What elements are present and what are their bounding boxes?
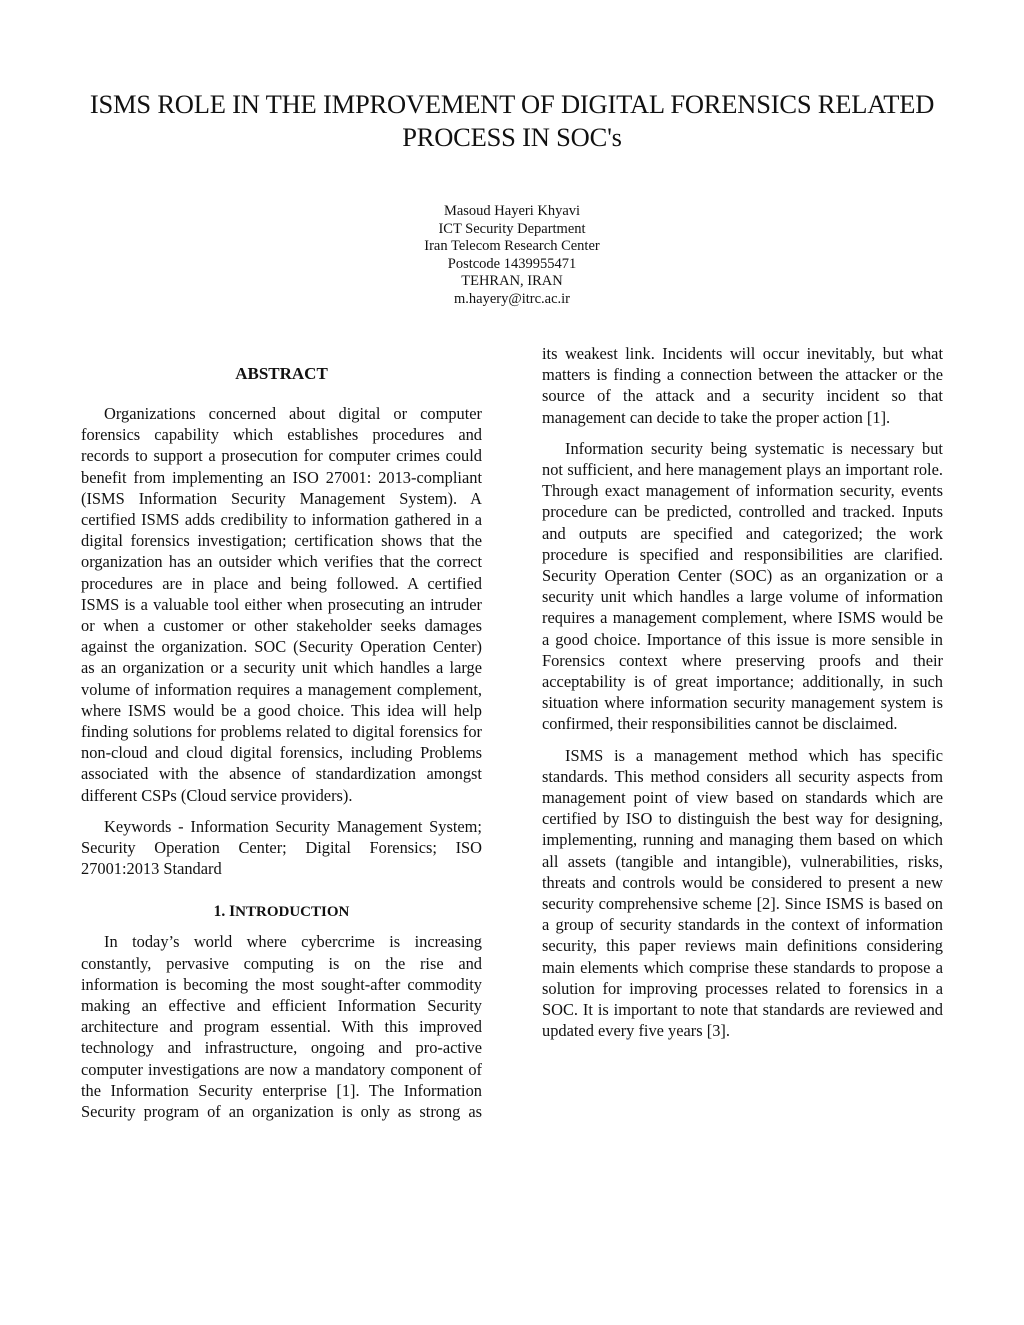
keywords: Keywords - Information Security Management System; Security Operation Center; Digital Forensics; ISO 27001:2013 Standard — [81, 816, 482, 879]
author-department: ICT Security Department — [438, 220, 586, 237]
author-block — [312, 203, 712, 308]
abstract-text: Organizations concerned about digital or computer forensics capability which establishes procedures and records to support a prosecution for computer crimes could benefit from implementing an ISO 27001: 2013-compliant (ISMS Information Security Management System). A certified ISMS adds credibility to information gathered in a digital forensics investigation; certification shows that the organization has an outsider which verifies that the correct procedures are in place and being followed. A certified ISMS is a valuable tool either when prosecuting an intruder or when a customer or other stakeholder seeks damages against the organization. SOC (Security Operation Center) as an organization or a security unit which handles a large volume of information requires a management complement, where ISMS would be a good choice. This idea will help finding solutions for problems related to digital forensics for non-cloud and cloud digital forensics, including Problems associated with the absence of standardization amongst different CSPs (Cloud service providers). — [81, 404, 482, 805]
author-name: Masoud Hayeri Khyavi — [443, 203, 581, 219]
introduction-heading-number: 1. I — [213, 903, 236, 921]
abstract-heading: ABSTRACT — [235, 364, 328, 383]
introduction-paragraph-1-end: its weakest link. Incidents will occur inevitably, but what matters is finding a connection between the attacker or the source of the attack and a security incident so that management can decide to take the proper action [1]. — [542, 344, 943, 427]
left-column — [81, 343, 482, 1132]
introduction-heading-rest: NTRODUCTION — [235, 904, 350, 921]
author-city: TEHRAN, IRAN — [461, 273, 563, 289]
right-column — [542, 343, 943, 1052]
author-postcode: Postcode 1439955471 — [447, 255, 577, 272]
introduction-heading — [81, 901, 482, 923]
introduction-paragraph-2: Information security being systematic is necessary but not sufficient, and here management plays an important role. Through exact management of information security, events procedure can be predicted, controlled and tracked. Inputs and outputs are specified and categorized; the work procedure is specified and responsibilities are clarified. Security Operation Center (SOC) as an organization or a security unit which handles a large volume of information requires a management complement, where ISMS would be a good choice. Importance of this issue is more sensible in Forensics context where preserving proofs and their acceptability is of great importance; additionally, in such situation where information security management system is confirmed, their responsibilities cannot be disclaimed. — [542, 438, 943, 734]
author-institution: Iran Telecom Research Center — [424, 238, 600, 254]
introduction-paragraph-1-start: In today’s world where cybercrime is increasing constantly, pervasive computing is on the rise and information is becoming the most sought-after commodity making an effective and efficient Information Security architecture and program essential. With this improved technology and infrastructure, ongoing and pro-active computer investigations are now a mandatory component of the Information Security enterprise [1]. The Information Security program of an organization is only as strong as — [81, 932, 482, 1122]
introduction-paragraph-3: ISMS is a management method which has specific standards. This method considers all security aspects from management point of view based on standards which are certified by ISO to distinguish the best way for designing, implementing, running and managing them based on which all assets (tangible and intangible), vulnerabilities, risks, threats and controls would be considered to present a new security comprehensive scheme [2]. Since ISMS is based on a group of security standards in the context of information security, this paper reviews main definitions considering main elements which comprise these standards to propose a solution for improving processes related to forensics in a SOC. It is important to note that standards are reviewed and updated every five years [3]. — [542, 745, 943, 1041]
paper-title: ISMS ROLE IN THE IMPROVEMENT OF DIGITAL FORENSICS RELATED PROCESS IN SOC's — [89, 89, 935, 152]
author-email: m.hayery@itrc.ac.ir — [453, 290, 570, 307]
